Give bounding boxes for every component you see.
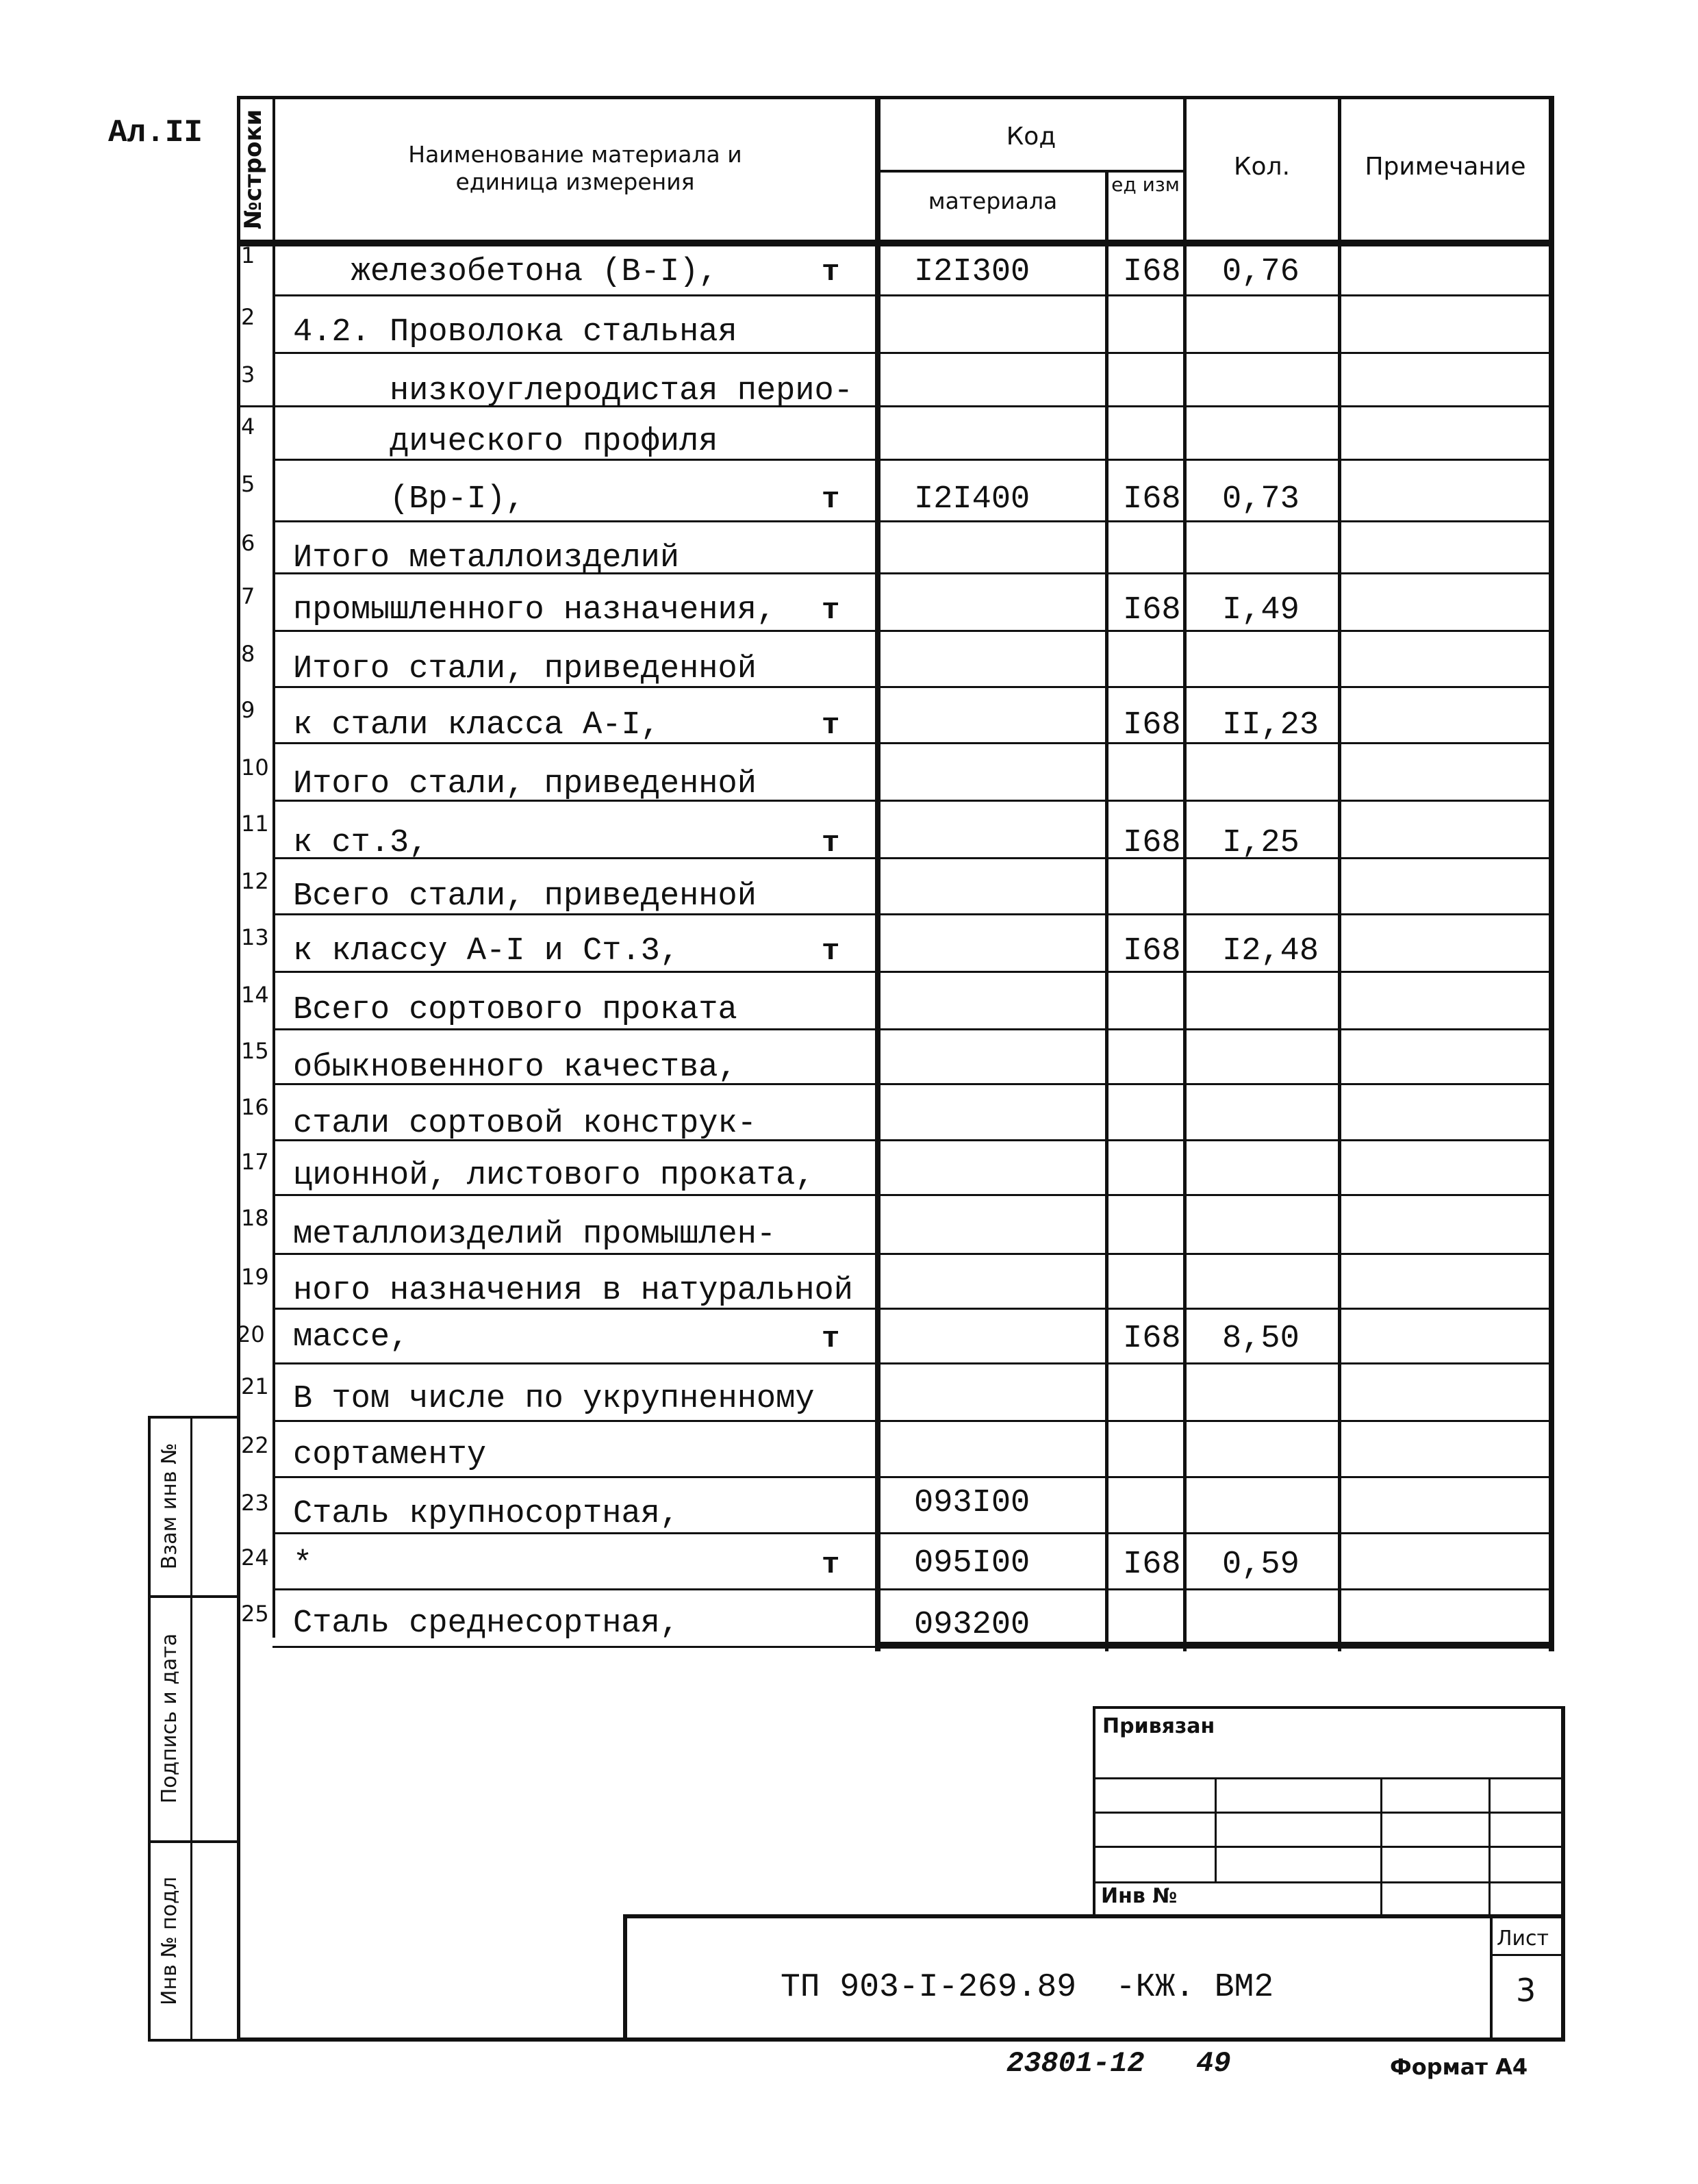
row-ed: I68 <box>1123 1321 1181 1357</box>
row-name: к ст.3, <box>293 825 429 861</box>
row-name: сортаменту <box>293 1437 487 1473</box>
row-name: промышленного назначения, <box>293 592 776 628</box>
row-code: I2I400 <box>914 481 1030 518</box>
side-stamp-podpis: Подпись и дата <box>157 1633 181 1804</box>
row-name: ционной, листового проката, <box>293 1158 815 1194</box>
row-number: 17 <box>241 1149 269 1175</box>
col-name-border <box>875 97 880 1651</box>
row-name: массе, <box>293 1319 409 1356</box>
header-code: Код <box>1006 123 1056 151</box>
row-name: дического профиля <box>293 424 718 460</box>
row-number: 6 <box>241 530 255 556</box>
row-ed: I68 <box>1123 1547 1181 1583</box>
row-number: 24 <box>241 1545 269 1571</box>
row-number: 21 <box>241 1373 269 1399</box>
row-number: 10 <box>241 754 269 780</box>
table-right-border <box>1549 97 1554 1651</box>
header-row-no: №строки <box>240 109 267 229</box>
row-ed: I68 <box>1123 825 1181 861</box>
header-note: Примечание <box>1365 153 1526 181</box>
header-bottom-border <box>237 240 1554 246</box>
row-qty: 0,76 <box>1222 254 1300 290</box>
row-code: I2I300 <box>914 254 1030 290</box>
document-code: ТП 903-I-269.89 -КЖ. ВМ2 <box>781 1969 1274 2006</box>
row-name: низкоуглеродистая перио- <box>293 373 853 409</box>
code-sub-border <box>875 170 1184 173</box>
row-qty: 8,50 <box>1222 1321 1300 1357</box>
row-qty: 0,59 <box>1222 1547 1300 1583</box>
row-number: 25 <box>241 1601 269 1627</box>
footer-number: 23801-12 49 <box>1006 2047 1231 2080</box>
row-unit: т <box>822 483 840 517</box>
row-qty: I2,48 <box>1222 933 1319 969</box>
row-name: В том числе по укрупненному <box>293 1381 815 1417</box>
row-ed: I68 <box>1123 933 1181 969</box>
row-name: обыкновенного качества, <box>293 1050 737 1086</box>
row-name: Итого металлоизделий <box>293 540 680 576</box>
inv-no-label: Инв № <box>1101 1884 1178 1908</box>
row-unit: т <box>822 1322 840 1356</box>
table-top-border <box>237 96 1554 99</box>
row-name: ного назначения в натуральной <box>293 1273 853 1309</box>
list-label: Лист <box>1497 1927 1549 1951</box>
col-ed-border <box>1183 97 1187 1651</box>
row-name: 4.2. Проволока стальная <box>293 314 737 351</box>
row-number: 1 <box>241 242 255 268</box>
row-name: Итого стали, приведенной <box>293 651 757 687</box>
row-number: 18 <box>241 1205 269 1231</box>
row-number: 7 <box>241 583 255 609</box>
row-name: Сталь среднесортная, <box>293 1605 680 1642</box>
row-number: 11 <box>241 811 269 837</box>
row-number: 15 <box>241 1038 269 1064</box>
row-name: металлоизделий промышлен- <box>293 1217 776 1253</box>
row-name: к стали класса А-I, <box>293 707 660 744</box>
row-number: 8 <box>241 641 255 667</box>
row-name: железобетона (B-I), <box>293 254 718 290</box>
row-name: к классу А-I и Ст.3, <box>293 933 680 969</box>
header-code-material: материала <box>928 188 1058 214</box>
side-stamp-inv-podl: Инв № подл <box>157 1877 181 2005</box>
row-code: 093I00 <box>914 1485 1030 1521</box>
row-number: 20 <box>237 1321 265 1347</box>
row-ed: I68 <box>1123 481 1181 518</box>
row-unit: т <box>822 935 840 969</box>
col-rownum-border <box>273 97 275 1638</box>
row-qty: I,49 <box>1222 592 1300 628</box>
row-number: 22 <box>241 1432 269 1458</box>
row-number: 13 <box>241 924 269 950</box>
row-number: 9 <box>241 697 255 723</box>
row-name: Всего стали, приведенной <box>293 878 757 915</box>
row-unit: т <box>822 1548 840 1582</box>
row-ed: I68 <box>1123 254 1181 290</box>
row-name: * <box>293 1547 313 1583</box>
row-name: Всего сортового проката <box>293 992 737 1028</box>
list-number: 3 <box>1516 1972 1536 2009</box>
row-name: (Вр-I), <box>293 481 525 518</box>
row-code: 095I00 <box>914 1545 1030 1582</box>
row-ed: I68 <box>1123 707 1181 744</box>
row-name: Сталь крупносортная, <box>293 1496 680 1532</box>
row-unit: т <box>822 826 840 861</box>
row-number: 16 <box>241 1094 269 1120</box>
row-qty: I,25 <box>1222 825 1300 861</box>
row-number: 23 <box>241 1490 269 1516</box>
row-number: 14 <box>241 982 269 1008</box>
row-number: 19 <box>241 1264 269 1290</box>
table-left-border <box>237 97 240 2042</box>
row-name: стали сортовой конструк- <box>293 1106 757 1142</box>
row-qty: II,23 <box>1222 707 1319 744</box>
footer-format: Формат А4 <box>1390 2054 1528 2080</box>
privyazan-label: Привязан <box>1102 1714 1215 1738</box>
row-number: 3 <box>241 361 255 388</box>
row-name: Итого стали, приведенной <box>293 766 757 802</box>
row-qty: 0,73 <box>1222 481 1300 518</box>
row-number: 12 <box>241 868 269 894</box>
row-unit: т <box>822 255 840 290</box>
side-stamp-vzam: Взам инв № <box>157 1443 181 1570</box>
row-unit: т <box>822 709 840 743</box>
header-code-unit: ед изм <box>1111 173 1180 196</box>
header-qty: Кол. <box>1233 153 1291 181</box>
row-code: 093200 <box>914 1607 1030 1643</box>
sheet-label: Ал.II <box>108 115 203 151</box>
row-number: 4 <box>241 414 255 440</box>
header-name: Наименование материала и единица измерения <box>408 141 742 195</box>
col-code-border <box>1105 171 1108 1651</box>
col-qty-border <box>1338 97 1341 1651</box>
row-number: 2 <box>241 304 255 330</box>
row-ed: I68 <box>1123 592 1181 628</box>
row-number: 5 <box>241 471 255 497</box>
row-unit: т <box>822 594 840 628</box>
